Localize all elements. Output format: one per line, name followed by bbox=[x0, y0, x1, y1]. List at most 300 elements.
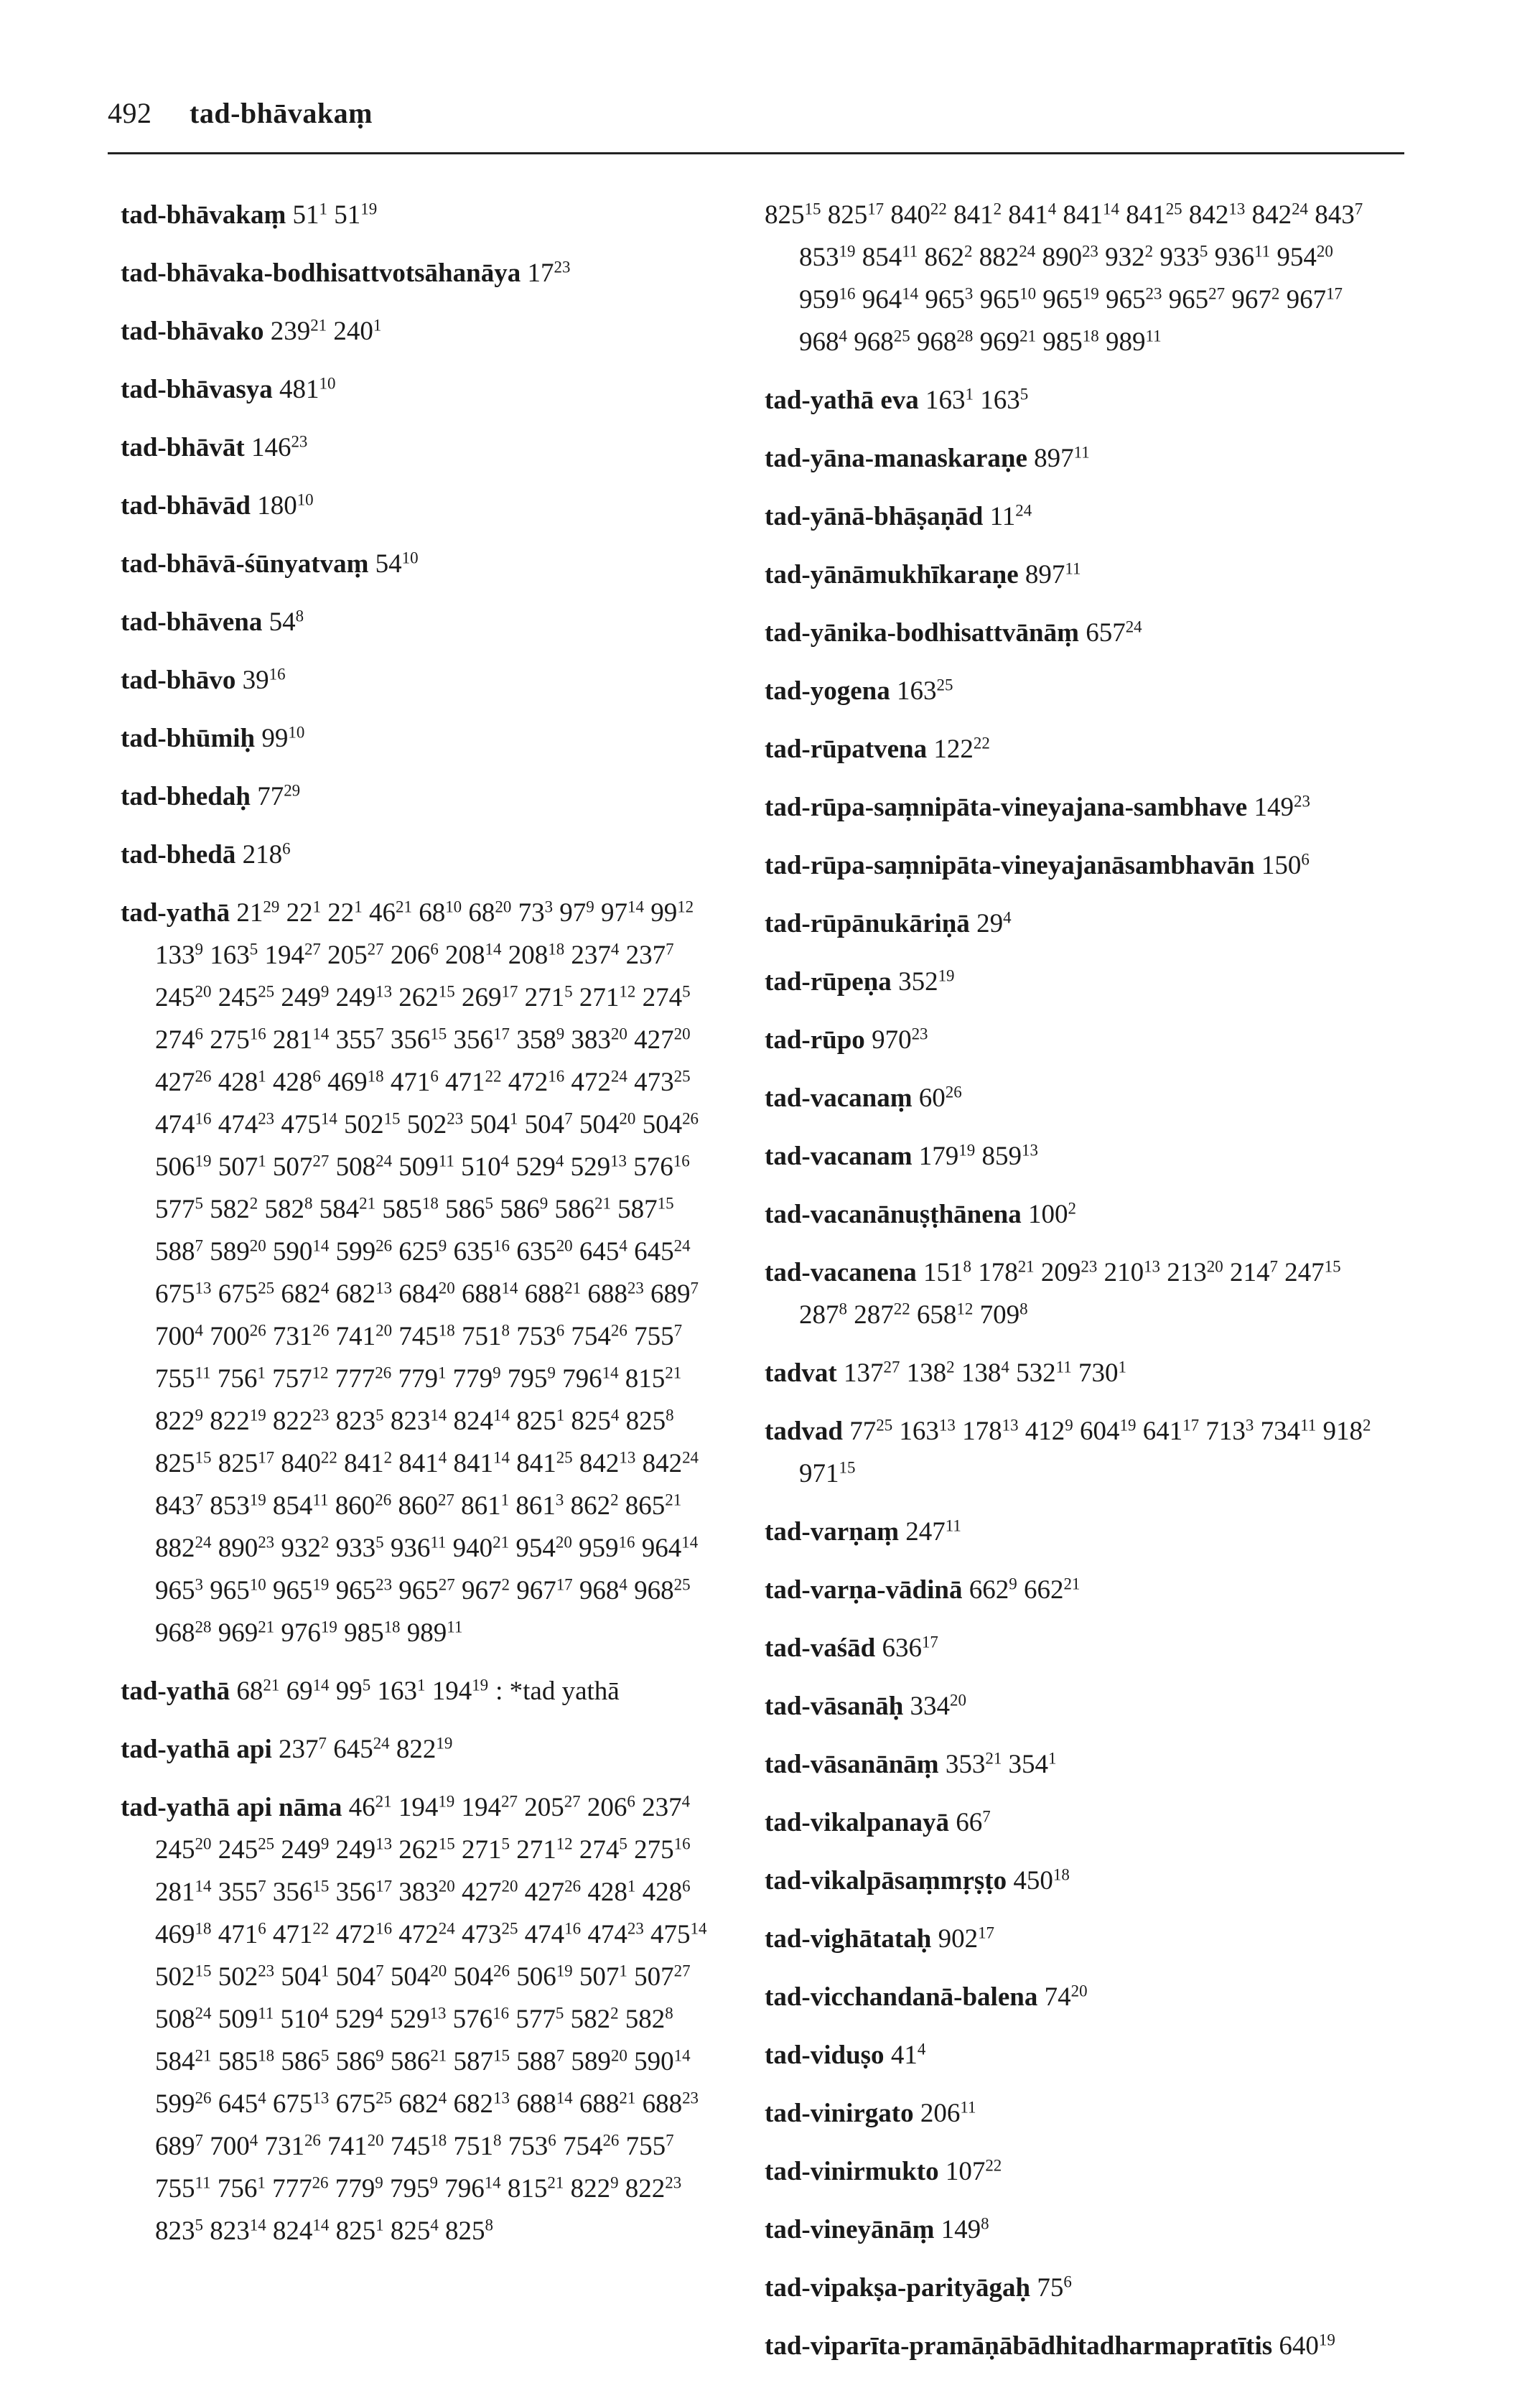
index-entry bbox=[765, 194, 1382, 363]
headword: tad-varṇaṃ bbox=[765, 1517, 900, 1547]
page-reference: $68^{21}$ bbox=[236, 1676, 280, 1706]
page-reference: $635^{20}$ bbox=[516, 1236, 573, 1267]
page-reference: $825^4$ bbox=[390, 2216, 439, 2246]
page-reference: $902^{17}$ bbox=[938, 1923, 994, 1954]
page-reference: $815^{21}$ bbox=[507, 2173, 564, 2204]
page-reference: $74^{20}$ bbox=[1044, 1982, 1088, 2012]
page-reference: $51^1$ bbox=[292, 200, 327, 230]
page-reference: $741^{20}$ bbox=[327, 2131, 384, 2161]
page-reference: $582^8$ bbox=[625, 2004, 673, 2034]
page-reference: $506^{19}$ bbox=[155, 1152, 212, 1182]
index-entry bbox=[121, 310, 709, 353]
reference-list bbox=[293, 200, 378, 230]
page-reference: $271^5$ bbox=[461, 1834, 510, 1865]
page-reference: $576^{16}$ bbox=[633, 1152, 690, 1182]
reference-list bbox=[1013, 1866, 1069, 1895]
page-reference: $210^{13}$ bbox=[1103, 1257, 1161, 1287]
page-reference: $504^1$ bbox=[281, 1962, 330, 1992]
index-entry bbox=[121, 775, 709, 818]
page-reference: $965^{19}$ bbox=[1042, 284, 1099, 314]
page-reference: $967^2$ bbox=[1231, 284, 1280, 314]
reference-list bbox=[236, 1677, 488, 1706]
page-reference: $965^{23}$ bbox=[335, 1575, 393, 1605]
page-reference: $507^1$ bbox=[579, 1962, 627, 1992]
index-entry bbox=[121, 717, 709, 760]
page-reference: $779^1$ bbox=[398, 1363, 447, 1394]
page-reference: $355^7$ bbox=[218, 1877, 266, 1907]
page-reference: $529^{13}$ bbox=[389, 2004, 447, 2034]
page-reference: $29^4$ bbox=[976, 908, 1012, 938]
reference-list bbox=[257, 491, 313, 521]
page-reference: $275^{16}$ bbox=[634, 1834, 691, 1865]
headword: tad-vāsanāḥ bbox=[765, 1692, 904, 1721]
page-reference: $472^{16}$ bbox=[508, 1067, 565, 1097]
page-reference: $841^4$ bbox=[398, 1448, 447, 1478]
page-reference: $208^{14}$ bbox=[445, 940, 502, 970]
page-reference: $471^{22}$ bbox=[272, 1919, 330, 1949]
page-reference: $163^1$ bbox=[377, 1676, 426, 1706]
running-title: tad-bhāvakaṃ bbox=[190, 97, 373, 129]
page-reference: $635^{16}$ bbox=[453, 1236, 510, 1267]
page-reference: $472^{24}$ bbox=[571, 1067, 627, 1097]
page-reference: $504^1$ bbox=[470, 1109, 518, 1139]
page-reference: $969^{21}$ bbox=[979, 327, 1037, 357]
page-reference: $968^{28}$ bbox=[155, 1618, 212, 1648]
index-entry bbox=[121, 252, 709, 294]
page-reference: $138^4$ bbox=[961, 1358, 1009, 1388]
page-reference: $645^4$ bbox=[579, 1236, 627, 1267]
page-reference: $842^{13}$ bbox=[1188, 200, 1246, 230]
page-reference: $354^1$ bbox=[1008, 1749, 1057, 1779]
page-reference: $585^{18}$ bbox=[218, 2046, 275, 2076]
index-entry bbox=[765, 612, 1382, 654]
headword: tad-rūpo bbox=[765, 1025, 865, 1055]
headword: tad-bhāvakaṃ bbox=[121, 200, 286, 230]
reference-list bbox=[1086, 618, 1142, 648]
page-reference: $356^{17}$ bbox=[335, 1877, 393, 1907]
page-reference: $853^{19}$ bbox=[210, 1491, 266, 1521]
headword: tad-yāna-manaskaraṇe bbox=[765, 444, 1027, 473]
page-reference: $897^{11}$ bbox=[1025, 559, 1081, 589]
page-reference: $700^4$ bbox=[210, 2131, 258, 2161]
page-reference: $599^{26}$ bbox=[155, 2089, 212, 2119]
page-reference: $77^{25}$ bbox=[849, 1416, 893, 1446]
page-reference: $754^{26}$ bbox=[571, 1321, 627, 1351]
headword: tad-bhāvā-śūnyatvaṃ bbox=[121, 549, 369, 579]
page-reference: $281^{14}$ bbox=[272, 1025, 330, 1055]
reference-list bbox=[251, 433, 307, 462]
page-reference: $823^5$ bbox=[155, 2216, 203, 2246]
page-reference: $843^7$ bbox=[1315, 200, 1363, 230]
page-reference: $249^{13}$ bbox=[335, 982, 393, 1012]
page-reference: $753^6$ bbox=[508, 2131, 556, 2161]
reference-list bbox=[910, 1692, 966, 1721]
page-reference: $954^{20}$ bbox=[515, 1533, 572, 1563]
index-entry bbox=[765, 2325, 1382, 2367]
reference-list bbox=[946, 1750, 1057, 1779]
page-reference: $641^{17}$ bbox=[1142, 1416, 1200, 1446]
page-reference: $428^6$ bbox=[642, 1877, 691, 1907]
index-entry bbox=[765, 1077, 1382, 1119]
page-reference: $964^{14}$ bbox=[862, 284, 919, 314]
page-reference: $645^{24}$ bbox=[333, 1734, 390, 1764]
page-reference: $97^{14}$ bbox=[601, 897, 644, 928]
page-reference: $936^{11}$ bbox=[390, 1533, 447, 1563]
page-reference: $730^1$ bbox=[1078, 1358, 1126, 1388]
page-reference: $427^{20}$ bbox=[461, 1877, 518, 1907]
index-entry bbox=[765, 1685, 1382, 1727]
page-reference: $989^{11}$ bbox=[1105, 327, 1162, 357]
page-reference: $969^{21}$ bbox=[218, 1618, 275, 1648]
headword: tad-vicchandanā-balena bbox=[765, 1982, 1038, 2012]
page-reference: $968^4$ bbox=[799, 327, 847, 357]
page-reference: $861^3$ bbox=[515, 1491, 564, 1521]
page-reference: $825^8$ bbox=[445, 2216, 493, 2246]
page-reference: $682^{13}$ bbox=[335, 1279, 393, 1309]
page-reference: $504^{26}$ bbox=[453, 1962, 510, 1992]
page-reference: $46^{21}$ bbox=[369, 897, 412, 928]
page-reference: $287^{22}$ bbox=[854, 1300, 910, 1330]
page-reference: $753^6$ bbox=[516, 1321, 565, 1351]
reference-list bbox=[155, 898, 699, 1648]
page-reference: $965^{23}$ bbox=[1105, 284, 1162, 314]
page-reference: $825^{15}$ bbox=[155, 1448, 212, 1478]
reference-list bbox=[279, 1735, 452, 1764]
page-reference: $450^{18}$ bbox=[1013, 1865, 1070, 1895]
page-reference: $504^7$ bbox=[524, 1109, 573, 1139]
reference-list bbox=[925, 386, 1028, 415]
page-reference: $756^1$ bbox=[217, 1363, 266, 1394]
page-reference: $822^{19}$ bbox=[396, 1734, 453, 1764]
index-entry bbox=[765, 786, 1382, 829]
page-reference: $843^7$ bbox=[155, 1491, 203, 1521]
index-entry bbox=[765, 437, 1382, 480]
page-reference: $862^2$ bbox=[570, 1491, 619, 1521]
reference-list bbox=[933, 735, 989, 764]
page-reference: $356^{17}$ bbox=[453, 1025, 510, 1055]
reference-list bbox=[269, 607, 304, 637]
page-reference: $22^1$ bbox=[286, 897, 322, 928]
index-entry bbox=[765, 554, 1382, 596]
page-reference: $822^{19}$ bbox=[210, 1406, 266, 1436]
page-reference: $796^{14}$ bbox=[444, 2173, 501, 2204]
headword: tad-vinirgato bbox=[765, 2099, 914, 2128]
page-reference: $383^{20}$ bbox=[398, 1877, 455, 1907]
page-reference: $940^{21}$ bbox=[452, 1533, 510, 1563]
page-reference: $206^6$ bbox=[587, 1792, 635, 1822]
index-entry bbox=[121, 601, 709, 643]
page-reference: $582^2$ bbox=[570, 2004, 619, 2034]
page-reference: $474^{16}$ bbox=[155, 1109, 212, 1139]
page-reference: $822^9$ bbox=[155, 1406, 203, 1436]
page-reference: $689^7$ bbox=[650, 1279, 699, 1309]
page-reference: $274^5$ bbox=[642, 982, 691, 1012]
page-reference: $734^{11}$ bbox=[1260, 1416, 1317, 1446]
page-reference: $529^4$ bbox=[335, 2004, 383, 2034]
headword: tad-vipakṣa-parityāgaḥ bbox=[765, 2273, 1031, 2303]
page-reference: $970^{23}$ bbox=[872, 1025, 928, 1055]
page-reference: $599^{26}$ bbox=[335, 1236, 393, 1267]
headword: tad-rūpānukāriṇā bbox=[765, 909, 970, 938]
page-reference: $475^{14}$ bbox=[650, 1919, 707, 1949]
page-reference: $163^{13}$ bbox=[899, 1416, 956, 1446]
page-reference: $39^{16}$ bbox=[242, 665, 286, 695]
page-reference: $755^{11}$ bbox=[155, 2173, 211, 2204]
page-reference: $17^{23}$ bbox=[527, 258, 571, 288]
page-reference: $779^9$ bbox=[452, 1363, 501, 1394]
headword: tad-bhāvasya bbox=[121, 375, 273, 404]
headword: tadvat bbox=[765, 1358, 837, 1388]
page-reference: $504^{20}$ bbox=[390, 1962, 447, 1992]
page-reference: $209^{23}$ bbox=[1040, 1257, 1098, 1287]
reference-list bbox=[375, 549, 419, 579]
page-reference: $77^{29}$ bbox=[257, 781, 301, 811]
running-header bbox=[108, 96, 373, 130]
index-column-left bbox=[121, 194, 709, 2268]
reference-list bbox=[271, 317, 382, 346]
reference-list bbox=[938, 1924, 994, 1954]
index-entry bbox=[121, 659, 709, 701]
page-reference: $825^4$ bbox=[571, 1406, 620, 1436]
page-reference: $585^{18}$ bbox=[382, 1194, 439, 1224]
page-reference: $269^{17}$ bbox=[461, 982, 518, 1012]
reference-list bbox=[882, 1633, 938, 1663]
page-reference: $625^9$ bbox=[398, 1236, 447, 1267]
page-reference: $731^{26}$ bbox=[272, 1321, 330, 1351]
page-reference: $860^{26}$ bbox=[335, 1491, 392, 1521]
page-reference: $675^{13}$ bbox=[272, 2089, 330, 2119]
page-reference: $508^{24}$ bbox=[155, 2004, 212, 2034]
headword: tad-bhedā bbox=[121, 840, 236, 869]
page-reference: $179^{19}$ bbox=[918, 1141, 976, 1171]
page-reference: $682^{13}$ bbox=[453, 2089, 510, 2119]
page-reference: $823^{14}$ bbox=[390, 1406, 447, 1436]
reference-list bbox=[969, 1575, 1081, 1605]
page-reference: $427^{20}$ bbox=[634, 1025, 691, 1055]
page-reference: $588^7$ bbox=[516, 2046, 565, 2076]
page-reference: $604^{19}$ bbox=[1080, 1416, 1137, 1446]
index-entry bbox=[765, 1251, 1382, 1336]
page-reference: $473^{25}$ bbox=[634, 1067, 691, 1097]
page-reference: $245^{20}$ bbox=[155, 982, 212, 1012]
index-entry bbox=[121, 1786, 709, 2252]
page-reference: $688^{23}$ bbox=[587, 1279, 644, 1309]
page-reference: $897^{11}$ bbox=[1034, 443, 1090, 473]
page-reference: $689^7$ bbox=[155, 2131, 203, 2161]
index-entry bbox=[765, 2209, 1382, 2251]
page-reference: $713^3$ bbox=[1205, 1416, 1254, 1446]
page-reference: $861^1$ bbox=[461, 1491, 510, 1521]
page-reference: $959^{16}$ bbox=[799, 284, 856, 314]
index-entry bbox=[121, 892, 709, 1654]
reference-list bbox=[897, 676, 953, 706]
reference-list bbox=[905, 1517, 961, 1547]
page-reference: $842^{24}$ bbox=[1251, 200, 1308, 230]
page-reference: $841^{25}$ bbox=[516, 1448, 573, 1478]
page-reference: $582^8$ bbox=[264, 1194, 313, 1224]
page-reference: $73^3$ bbox=[518, 897, 554, 928]
page-reference: $275^{16}$ bbox=[210, 1025, 266, 1055]
page-reference: $840^{22}$ bbox=[281, 1448, 337, 1478]
index-entry bbox=[765, 1801, 1382, 1844]
headword: tad-yathā bbox=[121, 898, 230, 928]
page-reference: $249^9$ bbox=[281, 1834, 330, 1865]
reference-list bbox=[1279, 2331, 1335, 2361]
page-reference: $508^{24}$ bbox=[335, 1152, 393, 1182]
page-reference: $281^{14}$ bbox=[155, 1877, 212, 1907]
headword: tad-vacanānuṣṭhānena bbox=[765, 1200, 1022, 1229]
headword: tad-yānika-bodhisattvānāṃ bbox=[765, 618, 1079, 648]
page-reference: $356^{15}$ bbox=[272, 1877, 330, 1907]
page-reference: $99^{12}$ bbox=[650, 897, 694, 928]
page-reference: $383^{20}$ bbox=[571, 1025, 627, 1055]
index-entry bbox=[765, 2034, 1382, 2076]
index-entry bbox=[121, 426, 709, 469]
index-entry bbox=[765, 903, 1382, 945]
page-reference: $751^8$ bbox=[453, 2131, 502, 2161]
reference-list bbox=[243, 666, 286, 695]
page-reference: $985^{18}$ bbox=[344, 1618, 401, 1648]
page-reference: $247^{15}$ bbox=[1284, 1257, 1341, 1287]
headword: tad-bhāvād bbox=[121, 491, 251, 521]
page-reference: $271^{12}$ bbox=[579, 982, 636, 1012]
page-reference: $99^5$ bbox=[335, 1676, 371, 1706]
page-reference: $709^8$ bbox=[979, 1300, 1028, 1330]
page-reference: $777^{26}$ bbox=[335, 1363, 392, 1394]
page-reference: $472^{16}$ bbox=[335, 1919, 393, 1949]
page-reference: $194^{27}$ bbox=[264, 940, 321, 970]
page-reference: $218^6$ bbox=[242, 839, 291, 869]
page-reference: $589^{20}$ bbox=[210, 1236, 266, 1267]
page-reference: $823^5$ bbox=[335, 1406, 384, 1436]
headword: tad-rūpatvena bbox=[765, 735, 928, 764]
page-reference: $122^{22}$ bbox=[933, 734, 990, 764]
page-reference: $825^1$ bbox=[516, 1406, 565, 1436]
page-reference: $46^{21}$ bbox=[348, 1792, 392, 1822]
reference-list bbox=[1045, 1982, 1088, 2012]
page-reference: $755^7$ bbox=[625, 2131, 674, 2161]
reference-list bbox=[1025, 560, 1081, 589]
page-reference: $163^5$ bbox=[210, 940, 258, 970]
page-reference: $206^{11}$ bbox=[920, 2098, 976, 2128]
page-reference: $586^5$ bbox=[281, 2046, 330, 2076]
page-reference: $163^5$ bbox=[980, 385, 1029, 415]
page-reference: $510^4$ bbox=[280, 2004, 329, 2034]
page-reference: $882^{24}$ bbox=[155, 1533, 212, 1563]
page-reference: $353^{21}$ bbox=[945, 1749, 1002, 1779]
reference-list bbox=[946, 2157, 1002, 2186]
page-reference: $271^{12}$ bbox=[516, 1834, 573, 1865]
page-reference: $965^3$ bbox=[925, 284, 974, 314]
page-reference: $471^6$ bbox=[390, 1067, 439, 1097]
page-reference: $854^{11}$ bbox=[862, 242, 918, 272]
page-reference: $688^{23}$ bbox=[642, 2089, 699, 2119]
page-reference: $68^{20}$ bbox=[468, 897, 512, 928]
page-reference: $741^{20}$ bbox=[335, 1321, 393, 1351]
page-reference: $932^2$ bbox=[1105, 242, 1154, 272]
reference-list bbox=[765, 200, 1363, 357]
headword: tad-vighātataḥ bbox=[765, 1924, 932, 1954]
page-reference: $274^6$ bbox=[155, 1025, 203, 1055]
page-reference: $504^{26}$ bbox=[642, 1109, 699, 1139]
reference-list bbox=[1037, 2273, 1071, 2303]
page-reference: $356^{15}$ bbox=[390, 1025, 447, 1055]
index-entry bbox=[121, 1670, 709, 1712]
page-reference: $247^{11}$ bbox=[905, 1516, 961, 1547]
page-reference: $481^{10}$ bbox=[279, 374, 336, 404]
page-reference: $249^9$ bbox=[281, 982, 330, 1012]
index-entry bbox=[121, 1728, 709, 1771]
index-entry bbox=[121, 834, 709, 876]
page-reference: $587^{15}$ bbox=[453, 2046, 510, 2076]
headword: tad-vikalpanayā bbox=[765, 1808, 950, 1837]
page-reference: $205^{27}$ bbox=[524, 1792, 581, 1822]
page-reference: $205^{27}$ bbox=[327, 940, 384, 970]
page-reference: $60^{26}$ bbox=[918, 1083, 962, 1113]
headword: tad-yānāmukhīkaraṇe bbox=[765, 560, 1019, 589]
page-reference: $249^{13}$ bbox=[335, 1834, 393, 1865]
index-entry bbox=[765, 1860, 1382, 1902]
page-reference: $840^{22}$ bbox=[890, 200, 947, 230]
page-reference: $918^2$ bbox=[1322, 1416, 1371, 1446]
page-reference: $149^8$ bbox=[941, 2214, 989, 2244]
page-reference: $968^{28}$ bbox=[916, 327, 974, 357]
page-reference: $968^4$ bbox=[579, 1575, 627, 1605]
index-entry bbox=[121, 543, 709, 585]
page-reference: $745^{18}$ bbox=[398, 1321, 455, 1351]
page-reference: $245^{25}$ bbox=[218, 982, 275, 1012]
page-reference: $751^8$ bbox=[461, 1321, 510, 1351]
page-reference: $54^8$ bbox=[269, 607, 304, 637]
reference-list bbox=[799, 1417, 1371, 1488]
index-entry bbox=[765, 1569, 1382, 1611]
page-reference: $532^{11}$ bbox=[1016, 1358, 1072, 1388]
page-reference: $577^5$ bbox=[515, 2004, 564, 2034]
page-reference: $756^1$ bbox=[217, 2173, 266, 2204]
page-reference: $859^{13}$ bbox=[981, 1141, 1038, 1171]
page-reference: $178^{21}$ bbox=[978, 1257, 1035, 1287]
index-column-right bbox=[765, 194, 1382, 2383]
page-reference: $237^7$ bbox=[625, 940, 674, 970]
index-entry bbox=[765, 2092, 1382, 2135]
page-reference: $11^{24}$ bbox=[989, 501, 1032, 531]
page-reference: $412^9$ bbox=[1025, 1416, 1073, 1446]
header-rule bbox=[108, 152, 1404, 154]
page-reference: $588^7$ bbox=[155, 1236, 203, 1267]
page-reference: $502^{15}$ bbox=[344, 1109, 401, 1139]
headword: tad-yānā-bhāṣaṇād bbox=[765, 502, 984, 531]
page-reference: $506^{19}$ bbox=[516, 1962, 573, 1992]
page-reference: $576^{16}$ bbox=[452, 2004, 510, 2034]
page-reference: $645^{24}$ bbox=[634, 1236, 691, 1267]
page-reference: $68^{10}$ bbox=[419, 897, 462, 928]
page-reference: $865^{21}$ bbox=[625, 1491, 682, 1521]
page-reference: $932^2$ bbox=[281, 1533, 330, 1563]
page-reference: $586^9$ bbox=[500, 1194, 549, 1224]
reference-list bbox=[279, 375, 335, 404]
page-reference: $150^6$ bbox=[1261, 850, 1310, 880]
page-reference: $967^{17}$ bbox=[1286, 284, 1343, 314]
page-reference: $675^{25}$ bbox=[335, 2089, 393, 2119]
page-reference: $472^{24}$ bbox=[398, 1919, 455, 1949]
page-reference: $862^2$ bbox=[924, 242, 973, 272]
reference-list bbox=[898, 967, 954, 997]
reference-list bbox=[891, 2041, 925, 2070]
page-reference: $22^1$ bbox=[327, 897, 363, 928]
reference-list bbox=[1261, 851, 1310, 880]
page-reference: $731^{26}$ bbox=[264, 2131, 321, 2161]
headword: tad-rūpeṇa bbox=[765, 967, 892, 997]
